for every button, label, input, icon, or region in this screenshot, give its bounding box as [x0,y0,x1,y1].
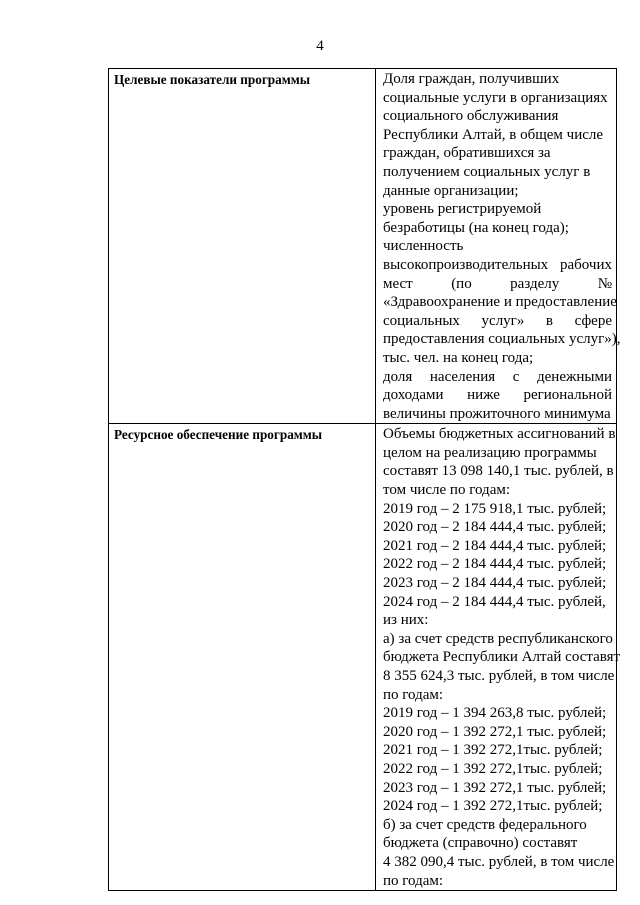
text-line: 2023 год – 1 392 272,1 тыс. рублей; [383,779,607,796]
text-line: 2021 год – 2 184 444,4 тыс. рублей; [383,537,607,554]
text-line: из них: [383,612,429,629]
word: денежными [537,368,612,385]
page-number: 4 [316,38,324,54]
text-line: 4 382 090,4 тыс. рублей, в том числе [383,853,615,870]
text-line: социальные услуги в организациях [383,89,608,106]
text-line: составят 13 098 140,1 тыс. рублей, в [383,463,614,480]
text-line: 2023 год – 2 184 444,4 тыс. рублей; [383,575,607,592]
text-line: а) за счет средств республиканского [383,630,613,647]
row-content-cell [376,424,621,891]
word: мест [383,275,413,292]
text-line: социального обслуживания [383,108,559,125]
text-line: граждан, обратившихся за [383,145,551,162]
text-line: по годам: [383,686,444,703]
text-line: по годам: [383,872,444,889]
text-line: 2024 год – 1 392 272,1тыс. рублей; [383,798,603,815]
text-line: предоставления социальных услуг»), [383,331,621,348]
text-line: данные организации; [383,182,519,199]
text-line: 2022 год – 1 392 272,1тыс. рублей; [383,760,603,777]
word: социальных [383,312,460,329]
text-line: безработицы (на конец года); [383,219,569,236]
text-line [383,368,612,387]
text-line: 2020 год – 1 392 272,1 тыс. рублей; [383,723,607,740]
word: сфере [574,312,612,329]
text-line: «Здравоохранение и предоставление [383,294,617,311]
text-line: 2019 год – 1 394 263,8 тыс. рублей; [383,705,607,722]
text-line [383,312,612,331]
text-line: уровень регистрируемой [383,201,542,218]
text-line [383,256,612,275]
text-line: Доля граждан, получивших [383,71,560,87]
word: региональной [523,387,612,404]
text-line: целом на реализацию программы [383,444,597,461]
text-line: тыс. чел. на конец года; [383,349,534,366]
text-line: 2019 год – 2 175 918,1 тыс. рублей; [383,500,607,517]
word: № [597,275,612,292]
passport-table [108,68,621,891]
text-line: бюджета Республики Алтай составят [383,649,621,666]
row-label: Ресурсное обеспечение программы [114,427,323,443]
text-line: 2021 год – 1 392 272,1тыс. рублей; [383,742,603,759]
text-line: Объемы бюджетных ассигнований в [383,426,616,443]
word: в [545,312,554,329]
word: ниже [467,387,500,404]
text-line: численность [383,238,464,255]
text-line [383,386,612,405]
text-line: 2024 год – 2 184 444,4 тыс. рублей, [383,593,606,610]
text-line: 2020 год – 2 184 444,4 тыс. рублей; [383,519,607,536]
text-line: 8 355 624,3 тыс. рублей, в том числе [383,668,615,684]
word: доля [383,368,413,385]
word: с [512,368,520,385]
text-line: б) за счет средств федерального [383,816,587,833]
text-line: получением социальных услуг в [383,163,591,180]
text-line: Республики Алтай, в общем числе [383,126,604,143]
text-line: бюджета (справочно) составят [383,835,578,852]
table-row-resource-support [109,424,617,891]
word: доходами [383,387,444,404]
word: (по [451,275,472,292]
word: услуг» [481,312,525,329]
row-label-cell [109,69,376,424]
word: разделу [510,275,560,292]
text-line: 2022 год – 2 184 444,4 тыс. рублей; [383,556,607,573]
text-line: том числе по годам: [383,482,511,499]
table-row-target-indicators [109,69,617,424]
row-label: Целевые показатели программы [114,72,310,87]
text-line: величины прожиточного минимума [383,405,611,422]
word: рабочих [560,256,612,273]
word: населения [429,368,496,385]
word: высокопроизводительных [383,256,549,273]
row-content-cell [376,69,621,424]
row-label-cell [109,424,376,891]
text-line [383,275,612,294]
